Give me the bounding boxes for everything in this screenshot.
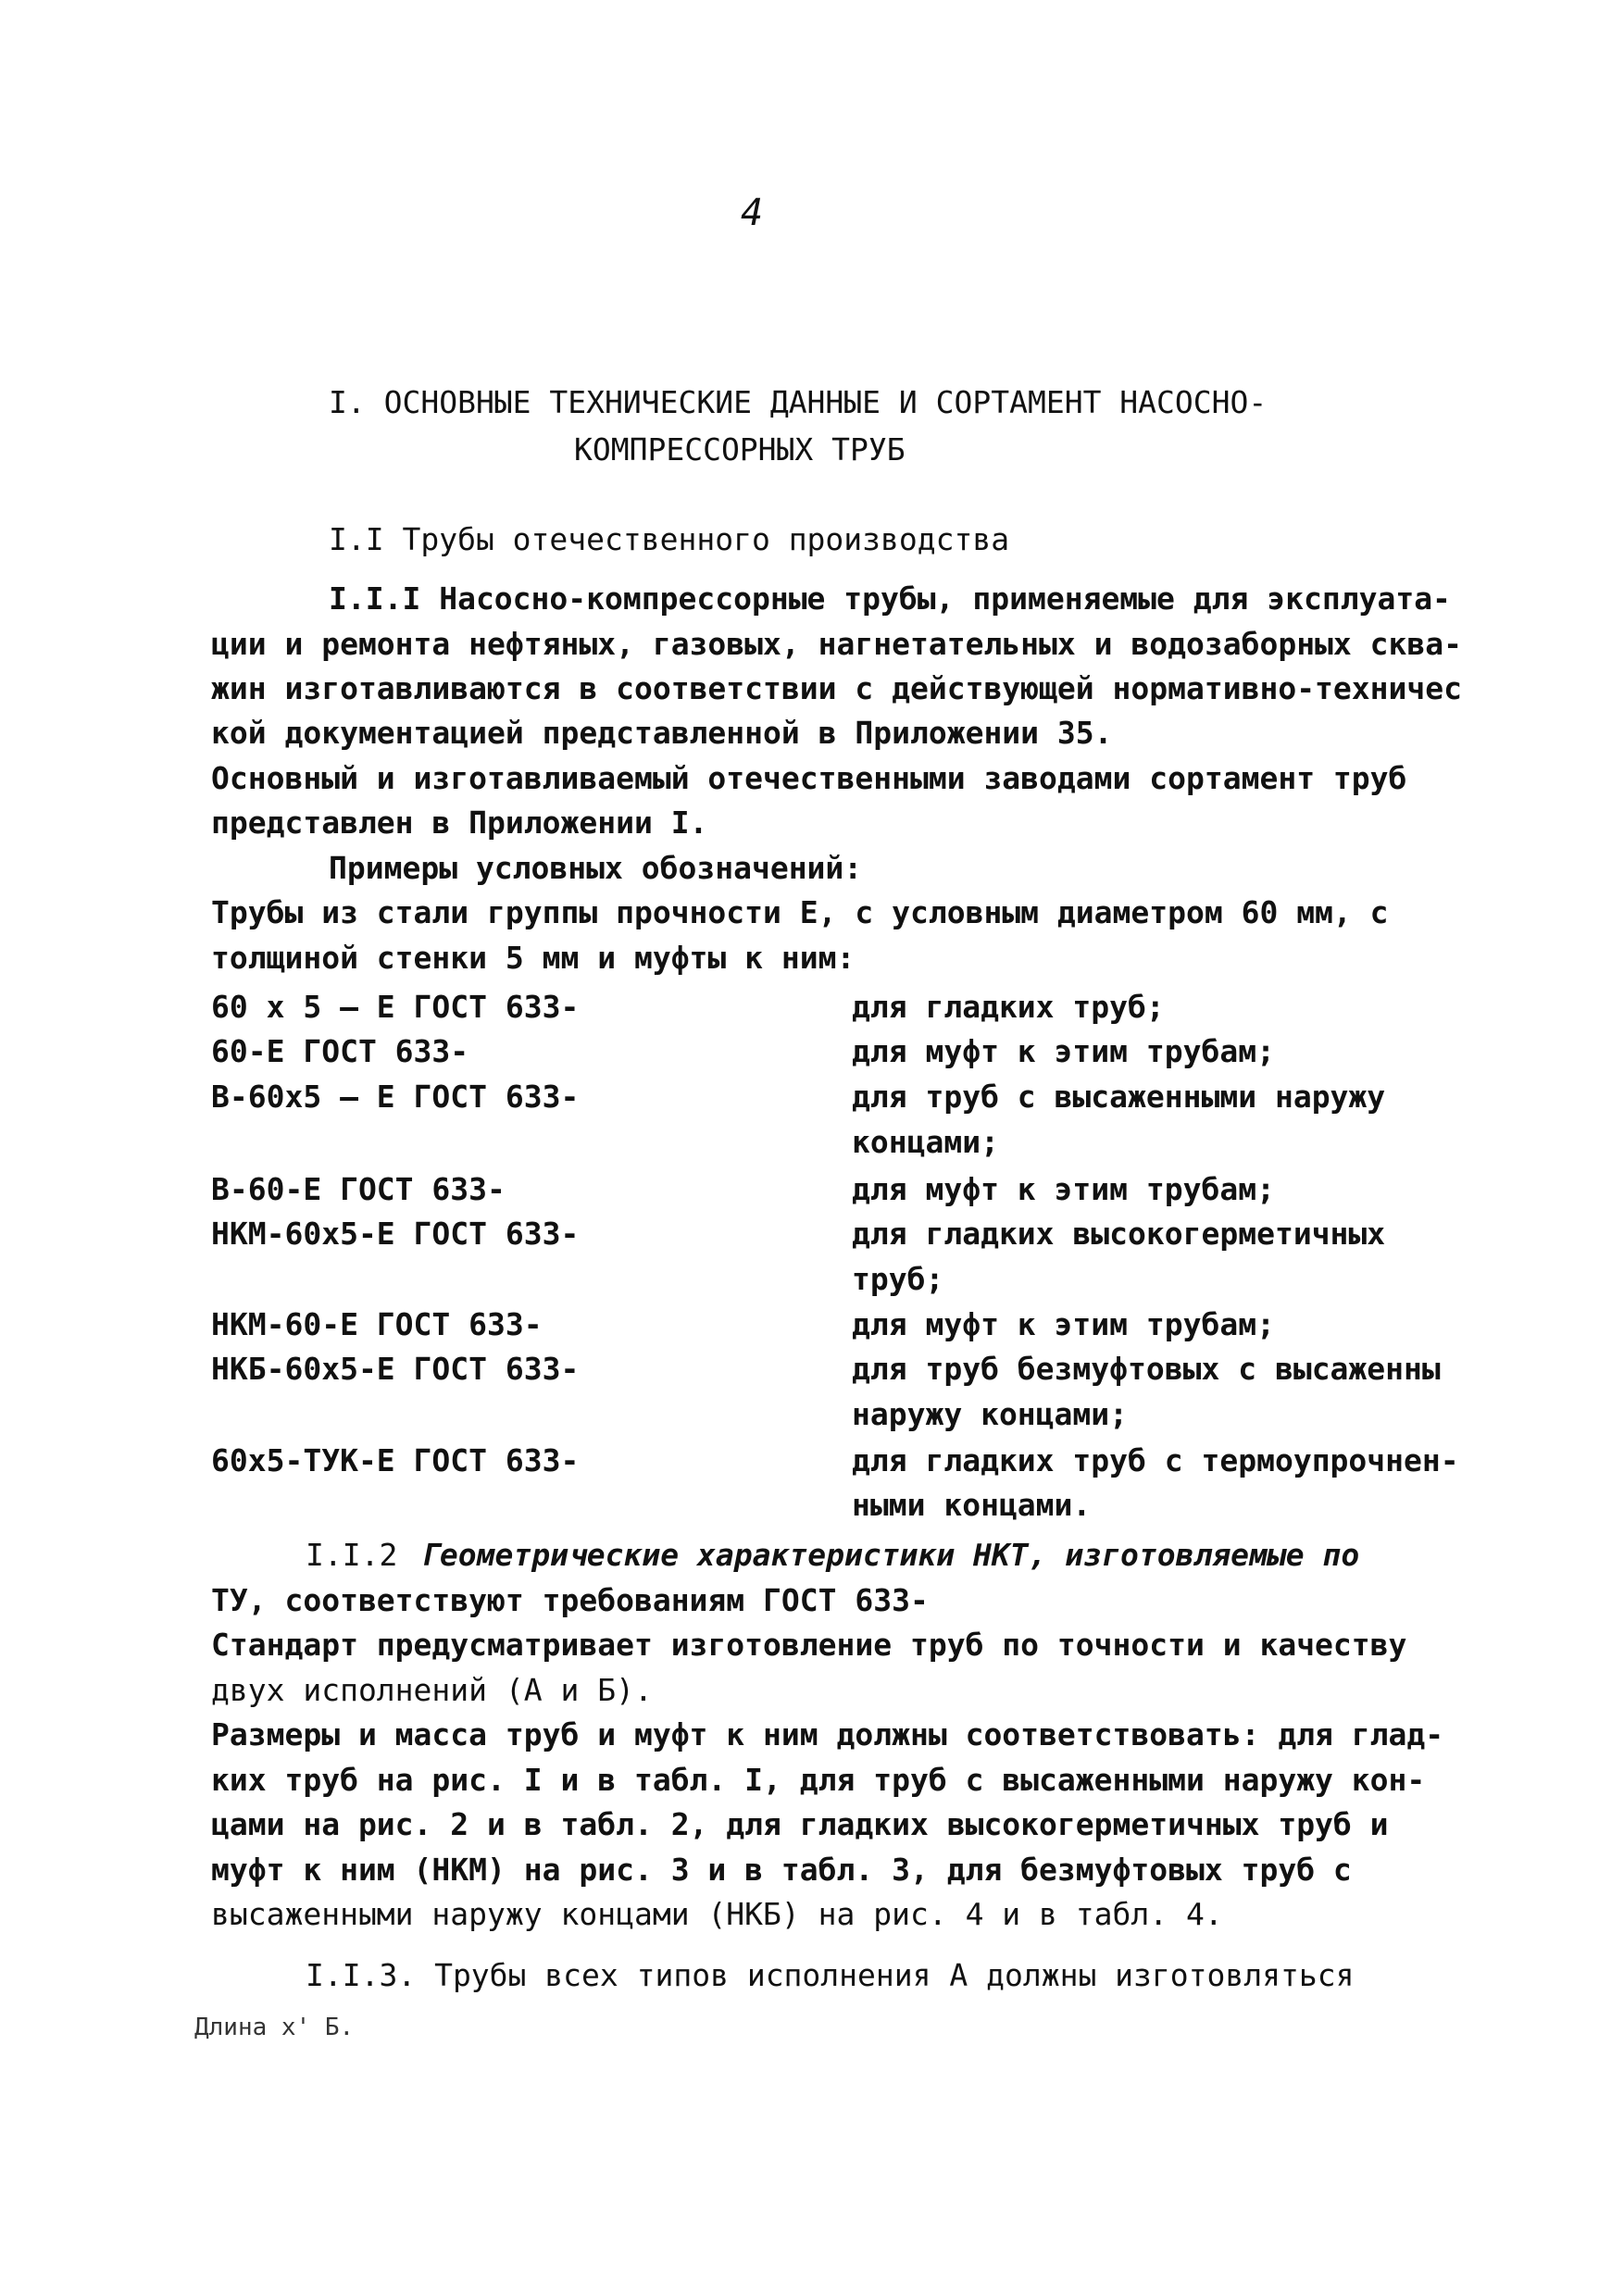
designation-code: НКМ-60х5-Е ГОСТ 633-	[211, 1216, 580, 1252]
paragraph-line: ТУ, соответствуют требованиям ГОСТ 633-	[211, 1582, 929, 1618]
paragraph-line: ции и ремонта нефтяных, газовых, нагнетательных и водозаборных сква-	[211, 626, 1463, 662]
paragraph-line: I.I.I Насосно-компрессорные трубы, применяемые для эксплуата-	[329, 580, 1451, 617]
examples-intro-line: толщиной стенки 5 мм и муфты к ним:	[211, 940, 856, 976]
designation-desc: труб;	[852, 1261, 944, 1297]
paragraph-line: Основный и изготавливаемый отечественными заводами сортамент труб	[211, 760, 1407, 796]
designation-desc: для муфт к этим трубам;	[852, 1033, 1275, 1069]
designation-desc: для труб безмуфтовых с высаженны	[852, 1351, 1441, 1387]
designation-code: НКМ-60-Е ГОСТ 633-	[211, 1306, 543, 1342]
designation-desc: для муфт к этим трубам;	[852, 1171, 1275, 1207]
paragraph-line: представлен в Приложении I.	[211, 804, 708, 841]
designation-desc: для гладких труб;	[852, 989, 1165, 1025]
paragraph-line: Размеры и масса труб и муфт к ним должны соответствовать: для глад-	[211, 1716, 1444, 1752]
designation-desc: для муфт к этим трубам;	[852, 1306, 1275, 1342]
footer-mark: Длина х' Б.	[194, 2014, 355, 2041]
designation-desc: наружу концами;	[852, 1396, 1129, 1432]
paragraph-line: ких труб на рис. I и в табл. I, для труб с высаженными наружу кон-	[211, 1762, 1426, 1798]
clause-1-1-3: I.I.3. Трубы всех типов исполнения А должны изготовляться	[306, 1957, 1355, 1993]
designation-desc: ными концами.	[852, 1487, 1092, 1523]
designation-code: НКБ-60х5-Е ГОСТ 633-	[211, 1351, 580, 1387]
examples-intro-line: Трубы из стали группы прочности Е, с условным диаметром 60 мм, с	[211, 894, 1389, 930]
examples-heading: Примеры условных обозначений:	[329, 850, 863, 886]
paragraph-line: кой документацией представленной в Приложении 35.	[211, 715, 1113, 751]
designation-desc: для труб с высаженными наружу	[852, 1079, 1386, 1115]
designation-code: В-60х5 – Е ГОСТ 633-	[211, 1079, 580, 1115]
page-number: 4	[741, 192, 764, 234]
designation-code: 60 х 5 – Е ГОСТ 633-	[211, 989, 580, 1025]
designation-desc: для гладких высокогерметичных	[852, 1216, 1386, 1252]
designation-code: 60х5-ТУК-Е ГОСТ 633-	[211, 1442, 580, 1478]
section-title-line2: КОМПРЕССОРНЫХ ТРУБ	[574, 431, 906, 468]
paragraph-line: двух исполнений (А и Б).	[211, 1672, 653, 1708]
clause-title: Геометрические характеристики НКТ, изготовляемые по	[421, 1537, 1360, 1573]
designation-code: В-60-Е ГОСТ 633-	[211, 1171, 506, 1207]
paragraph-line: муфт к ним (НКМ) на рис. 3 и в табл. 3, для безмуфтовых труб с	[211, 1852, 1352, 1888]
designation-desc: концами;	[852, 1124, 999, 1160]
section-title-line1: I. ОСНОВНЫЕ ТЕХНИЧЕСКИЕ ДАННЫЕ И СОРТАМЕНТ НАСОСНО-	[329, 384, 1268, 420]
paragraph-line: жин изготавливаются в соответствии с действующей нормативно-техничес	[211, 670, 1463, 706]
paragraph-line: Стандарт предусматривает изготовление труб по точности и качеству	[211, 1627, 1407, 1663]
paragraph-line: высаженными наружу концами (НКБ) на рис. 4 и в табл. 4.	[211, 1896, 1223, 1932]
designation-code: 60-Е ГОСТ 633-	[211, 1033, 469, 1069]
paragraph-line: цами на рис. 2 и в табл. 2, для гладких высокогерметичных труб и	[211, 1806, 1389, 1842]
designation-desc: для гладких труб с термоупрочнен-	[852, 1442, 1459, 1478]
clause-number: I.I.2	[306, 1537, 398, 1573]
subsection-heading: I.I Трубы отечественного производства	[329, 521, 1010, 557]
